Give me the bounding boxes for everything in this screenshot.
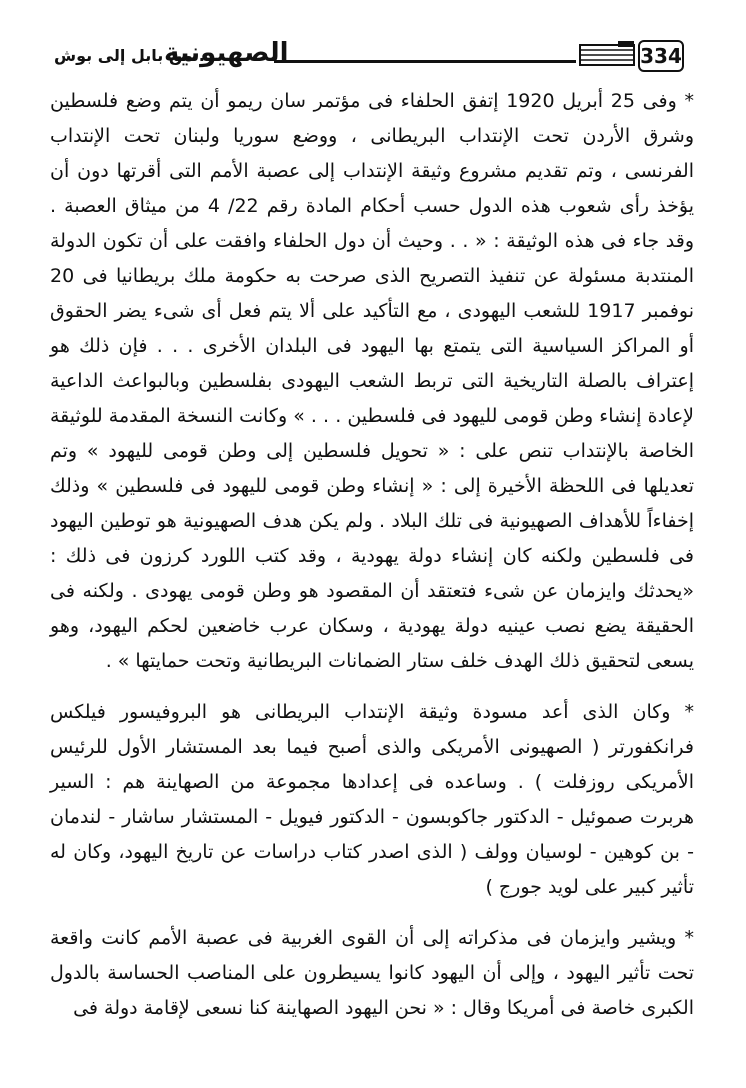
book-subtitle: .. من بابل إلى بوش bbox=[54, 46, 211, 65]
book-title: الصهيونية bbox=[164, 38, 289, 68]
header-rule bbox=[274, 60, 576, 63]
paragraph: * وفى 25 أبريل 1920 إتفق الحلفاء فى مؤتمر سان ريمو أن يتم وضع فلسطين وشرق الأردن تحت الإنتداب البريطانى ، ووضع سوريا ولبنان تحت الإنتداب الفرنسى ، وتم تقديم مشروع وثيقة الإنتداب إلى عصبة الأمم التى أقرتها دون أن يؤخذ رأى شعوب هذه الدول حسب أحكام المادة رقم 22/ 4 من ميثاق العصبة . وقد جاء فى هذه الوثيقة : « . . وحيث أن دول الحلفاء وافقت على أن تكون الدولة المنتدبة مسئولة عن تنفيذ التصريح الذى صرحت به حكومة ملك بريطانيا فى 20 نوفمبر 1917 للشعب اليهودى ، مع التأكيد على ألا يتم فعل أى شىء يضر الحقوق أو المراكز السياسية التى يتمتع بها اليهود فى البلدان الأخرى . . . فإن ذلك هو إعتراف بالصلة التاريخية التى تربط الشعب اليهودى بفلسطين وبالبواعث الداعية لإعادة إنشاء وطن قومى لليهود فى فلسطين . . . » وكانت النسخة المقدمة للوثيقة الخاصة بالإنتداب تنص على : « تحويل فلسطين إلى وطن قومى لليهود » وتم تعديلها فى اللحظة الأخيرة إلى : « إنشاء وطن قومى لليهود فى فلسطين » وذلك إخفاءاً للأهداف الصهيونية فى تلك البلاد . ولم يكن هدف الصهيونية هو توطين اليهود فى فلسطين ولكنه كان إنشاء دولة يهودية ، وقد كتب اللورد كرزون فى ذلك : «يحدثك وايزمان عن شىء فتعتقد أن المقصود هو وطن قومى يهودى . ولكنه فى الحقيقة يضع نصب عينيه دولة يهودية ، وسكان عرب خاضعين لحكم اليهود، وهو يسعى لتحقيق ذلك الهدف خلف ستار الضمانات البريطانية وتحت حمايتها » . bbox=[50, 90, 694, 672]
page-header bbox=[54, 38, 688, 78]
page-number: 334 bbox=[638, 40, 684, 72]
paragraph: * وكان الذى أعد مسودة وثيقة الإنتداب البريطانى هو البروفيسور فيلكس فرانكفورتر ( الصهيونى الأمريكى والذى أصبح فيما بعد المستشار الأول للرئيس الأمريكى روزفلت ) . وساعده فى إعدادها مجموعة من الصهاينة هم : السير هربرت صموئيل - الدكتور جاكوبسون - الدكتور فيويل - المستشار ساشار - لندمان - بن كوهين - لوسيان وولف ( الذى اصدر كتاب دراسات عن تاريخ اليهود، وكان له تأثير كبير على لويد جورج ) bbox=[50, 701, 694, 898]
paragraph: * ويشير وايزمان فى مذكراته إلى أن القوى الغربية فى عصبة الأمم كانت واقعة تحت تأثير اليهود ، وإلى أن اليهود كانوا يسيطرون على المناصب الحساسة بالدول الكبرى خاصة فى أمريكا وقال : « نحن اليهود الصهاينة كنا نسعى لإقامة دولة فى bbox=[50, 927, 694, 1019]
book-icon bbox=[578, 41, 636, 69]
page-body bbox=[50, 84, 694, 1026]
